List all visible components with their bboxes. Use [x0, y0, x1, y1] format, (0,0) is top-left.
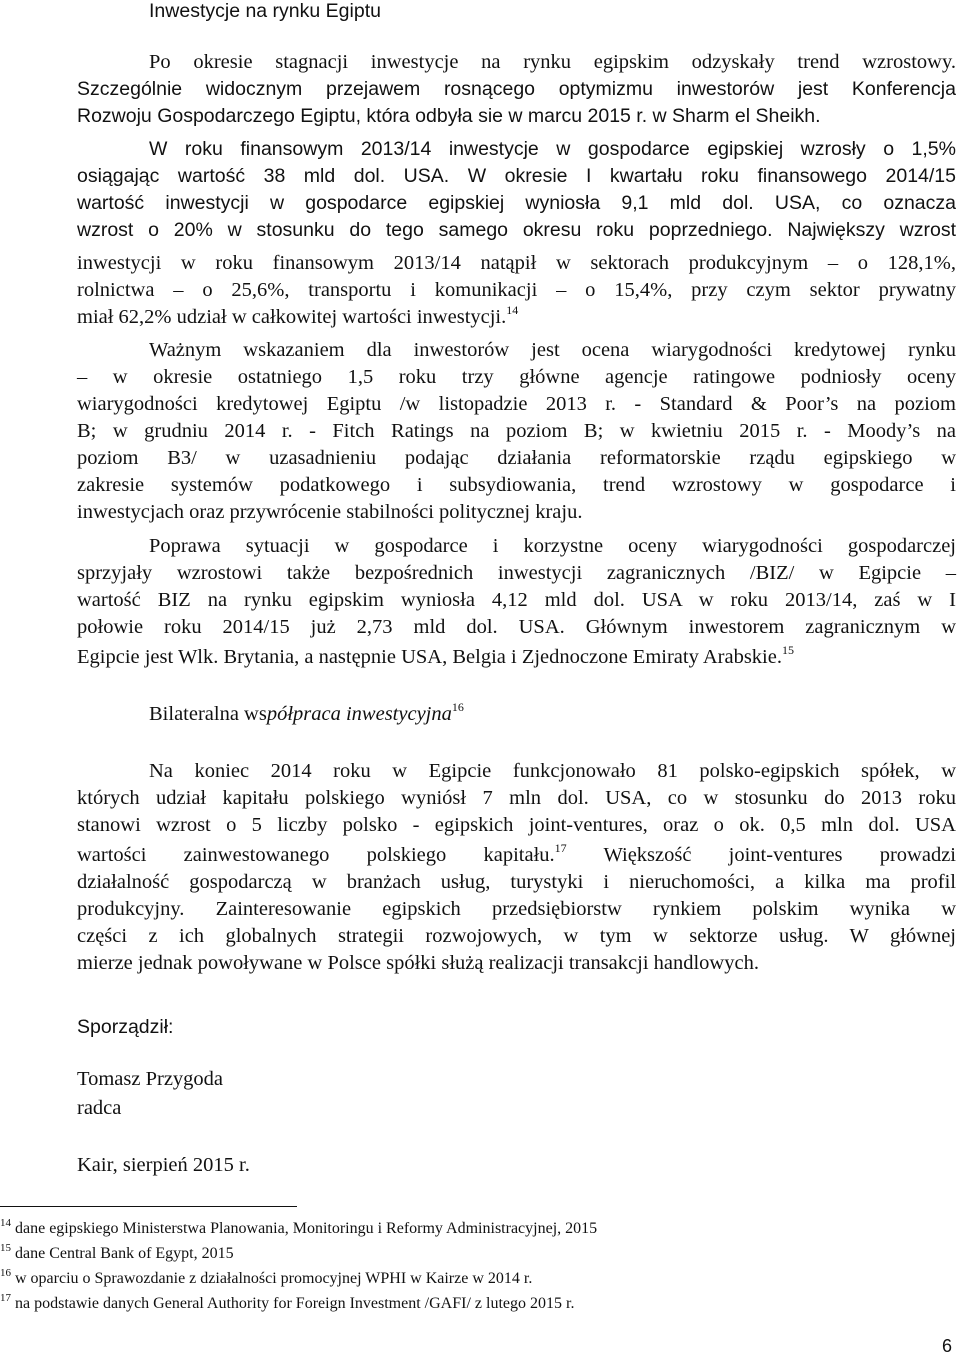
paragraph-line: mierze jednak powoływane w Polsce spółki służą realizacji transakcji handlowych. — [77, 952, 759, 974]
paragraph-line: Poprawa sytuacji w gospodarce i korzystne oceny wiarygodności gospodarczej — [149, 535, 956, 557]
paragraph-line — [77, 217, 956, 244]
footnote-text: na podstawie danych General Authority for Foreign Investment /GAFI/ z lutego 2015 r. — [15, 1295, 575, 1312]
paragraph-line: B; w grudniu 2014 r. - Fitch Ratings na poziom B; w kwietniu 2015 r. - Moody’s na — [77, 420, 956, 442]
footnote-separator — [0, 1206, 297, 1207]
footnote-number: 15 — [0, 1241, 11, 1254]
footnote-text: dane egipskiego Ministerstwa Planowania, Monitoringu i Reformy Administracyjnej, 2015 — [15, 1220, 598, 1237]
paragraph-line: części z ich globalnych strategii rozwojowych, w tym w sektorze usług. W głównej — [77, 925, 956, 947]
signature-title: radca — [77, 1097, 122, 1119]
paragraph-line: wartość inwestycji w gospodarce egipskiej wyniosła 9,1 mld dol. USA, co oznacza — [77, 192, 956, 214]
text-span: Bilateralna ws — [149, 703, 267, 725]
text-span: osiągając wartość 38 mld dol. USA. — [77, 165, 450, 187]
page-number: 6 — [942, 1336, 953, 1356]
paragraph-line: rolnictwa – o 25,6%, transportu i komunikacji – o 15,4%, przy czym sektor prywatny — [77, 279, 956, 301]
paragraph-line: stanowi wzrost o 5 liczby polsko - egipskich joint-ventures, oraz o ok. 0,5 mln dol. USA — [77, 814, 956, 836]
text-span: Egipcie jest Wlk. Brytania, a następnie USA, Belgia i Zjednoczone Emiraty Arabskie. — [77, 646, 782, 668]
paragraph-line: zakresie systemów podatkowego i subsydiowania, trend wzrostowy w gospodarce i — [77, 474, 956, 496]
text-span: wartości zainwestowanego polskiego kapitału. — [77, 844, 555, 866]
paragraph-line: Szczególnie widocznym przejawem rosnącego optymizmu inwestorów jest Konferencja — [77, 78, 956, 100]
footnote-16 — [0, 1268, 900, 1290]
paragraph-line: W roku finansowym 2013/14 inwestycje w gospodarce egipskiej wzrosły o 1,5% — [149, 138, 956, 160]
footnote-14 — [0, 1218, 900, 1240]
text-span: półpraca inwestycyjna — [266, 703, 452, 725]
paragraph-line — [77, 163, 956, 190]
paragraph-line: produkcyjny. Zainteresowanie egipskich przedsiębiorstw rynkiem polskim wynika w — [77, 898, 956, 920]
footnote-17 — [0, 1293, 900, 1315]
paragraph-line — [77, 304, 956, 331]
text-span: miał 62,2% udział w całkowitej wartości inwestycji. — [77, 306, 507, 328]
footnote-15 — [0, 1243, 900, 1265]
footnote-number: 16 — [0, 1266, 11, 1279]
paragraph-line: sprzyjały wzrostowi także bezpośrednich inwestycji zagranicznych /BIZ/ w Egipcie – — [77, 562, 956, 584]
signature-place-date: Kair, sierpień 2015 r. — [77, 1154, 250, 1176]
footnote-ref-14[interactable]: 14 — [506, 303, 519, 318]
footnote-text: w oparciu o Sprawozdanie z działalności promocyjnej WPHI w Kairze w 2014 r. — [15, 1270, 533, 1287]
section-heading-bilateral — [149, 701, 960, 728]
paragraph-line: Na koniec 2014 roku w Egipcie funkcjonowało 81 polsko-egipskich spółek, w — [149, 760, 956, 782]
text-span: Większość joint-ventures prowadzi — [566, 844, 956, 866]
footnote-ref-16[interactable]: 16 — [451, 700, 464, 715]
paragraph-line: wartość BIZ na rynku egipskim wyniosła 4,12 mld dol. USA w roku 2013/14, zaś w I — [77, 589, 956, 611]
text-span: W okresie I kwartału roku finansowego 2014/15 — [449, 165, 956, 187]
footnote-number: 17 — [0, 1291, 11, 1304]
paragraph-line: inwestycji w roku finansowym 2013/14 natąpił w sektorach produkcyjnym – o 128,1%, — [77, 252, 956, 274]
text-span: Największy wzrost — [772, 219, 956, 241]
text-span: wzrost o 20% w stosunku do tego samego okresu roku poprzedniego. — [77, 219, 773, 241]
footnote-number: 14 — [0, 1216, 11, 1229]
paragraph-line — [77, 842, 956, 869]
paragraph-line: połowie roku 2014/15 już 2,73 mld dol. USA. Głównym inwestorem zagranicznym w — [77, 616, 956, 638]
paragraph-line: Ważnym wskazaniem dla inwestorów jest ocena wiarygodności kredytowej rynku — [149, 339, 956, 361]
footnote-ref-15[interactable]: 15 — [781, 643, 794, 658]
section-heading: Inwestycje na rynku Egiptu — [149, 0, 381, 22]
paragraph-line: – w okresie ostatniego 1,5 roku trzy główne agencje ratingowe podniosły oceny — [77, 366, 956, 388]
paragraph-line: działalność gospodarczą w branżach usług, turystyki i nieruchomości, a kilka ma profil — [77, 871, 956, 893]
footnote-ref-17[interactable]: 17 — [554, 841, 567, 856]
paragraph-line: inwestycjach oraz przywrócenie stabilności politycznej kraju. — [77, 501, 583, 523]
paragraph-line: wiarygodności kredytowej Egiptu /w listopadzie 2013 r. - Standard & Poor’s na poziom — [77, 393, 956, 415]
footnote-text: dane Central Bank of Egypt, 2015 — [15, 1245, 234, 1262]
paragraph-line: Po okresie stagnacji inwestycje na rynku egipskim odzyskały trend wzrostowy. — [149, 51, 956, 73]
paragraph-line: Rozwoju Gospodarczego Egiptu, która odbyła sie w marcu 2015 r. w Sharm el Sheikh. — [77, 105, 821, 127]
paragraph-line: poziom B3/ w uzasadnieniu podając działania reformatorskie rządu egipskiego w — [77, 447, 956, 469]
signature-label: Sporządził: — [77, 1016, 174, 1038]
paragraph-line — [77, 644, 956, 671]
signature-name: Tomasz Przygoda — [77, 1068, 224, 1090]
paragraph-line: których udział kapitału polskiego wyniósł 7 mln dol. USA, co w stosunku do 2013 roku — [77, 787, 956, 809]
